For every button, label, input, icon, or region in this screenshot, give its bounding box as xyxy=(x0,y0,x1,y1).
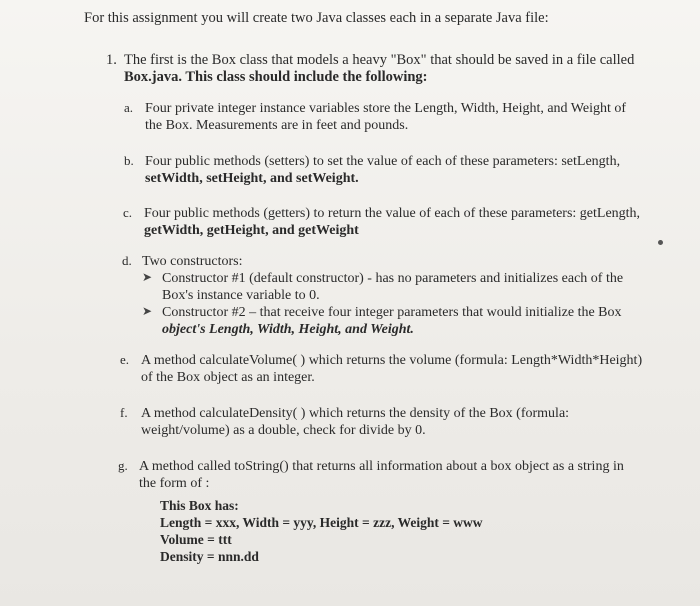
bullet-arrow-icon: ➤ xyxy=(142,304,153,318)
item-f-letter: f. xyxy=(120,405,128,420)
output-line-1: This Box has: xyxy=(160,498,239,513)
item-b-line-2: setWidth, setHeight, and setWeight. xyxy=(145,171,359,186)
constructor-2-line-2: object's Length, Width, Height, and Weight. xyxy=(162,322,414,337)
item-f-text xyxy=(141,405,661,439)
constructor-1-line-1: Constructor #1 (default constructor) - has no parameters and initializes each of the xyxy=(162,271,624,286)
constructor-1-line-2: Box's instance variable to 0. xyxy=(162,288,320,303)
item-a-line-1: Four private integer instance variables store the Length, Width, Height, and Weight of xyxy=(145,101,627,116)
item-b-line-1: Four public methods (setters) to set the value of each of these parameters: setLength, xyxy=(145,154,621,169)
item-b-text xyxy=(145,153,665,187)
item-a-line-2: the Box. Measurements are in feet and pounds. xyxy=(145,118,409,133)
item-e-line-2: of the Box object as an integer. xyxy=(141,370,315,385)
output-line-2: Length = xxx, Width = yyy, Height = zzz, Weight = www xyxy=(160,515,483,530)
item-c-letter: c. xyxy=(123,205,133,220)
intro-text: For this assignment you will create two Java classes each in a separate Java file: xyxy=(84,10,549,26)
constructor-1-text xyxy=(162,270,682,304)
item-g-line-2: the form of : xyxy=(139,476,210,491)
item-f-line-1: A method calculateDensity( ) which returns the density of the Box (formula: xyxy=(141,406,570,421)
output-line-3: Volume = ttt xyxy=(160,532,232,547)
item-g-line-1: A method called toString() that returns all information about a box object as a string in xyxy=(139,459,624,474)
item-f-line-2: weight/volume) as a double, check for divide by 0. xyxy=(141,423,426,438)
item-b-letter: b. xyxy=(124,153,134,168)
bullet-arrow-icon: ➤ xyxy=(142,270,153,284)
item-d-heading: Two constructors: xyxy=(142,254,243,269)
tostring-sample-output xyxy=(160,497,483,565)
item-c-line-1: Four public methods (getters) to return the value of each of these parameters: getLength, xyxy=(144,206,641,221)
item-a-letter: a. xyxy=(124,100,134,115)
item-c-line-2: getWidth, getHeight, and getWeight xyxy=(144,223,359,238)
item-a-text xyxy=(145,100,665,134)
item-e-letter: e. xyxy=(120,352,130,367)
item-e-text xyxy=(141,352,661,386)
constructor-2-line-1: Constructor #2 – that receive four integer parameters that would initialize the Box xyxy=(162,305,622,320)
item-c-text xyxy=(144,205,664,239)
item-d-letter: d. xyxy=(122,253,132,268)
constructor-2-text xyxy=(162,304,682,338)
item-g-letter: g. xyxy=(118,458,128,473)
item-1-line-1: The first is the Box class that models a heavy "Box" that should be saved in a file called xyxy=(124,52,635,68)
item-1-text xyxy=(124,52,644,86)
item-1-line-2: Box.java. This class should include the following: xyxy=(124,69,428,85)
stray-mark xyxy=(658,240,663,245)
item-g-text xyxy=(139,458,659,492)
item-e-line-1: A method calculateVolume( ) which returns the volume (formula: Length*Width*Height) xyxy=(141,353,643,368)
item-1-number: 1. xyxy=(106,52,117,68)
output-line-4: Density = nnn.dd xyxy=(160,549,259,564)
